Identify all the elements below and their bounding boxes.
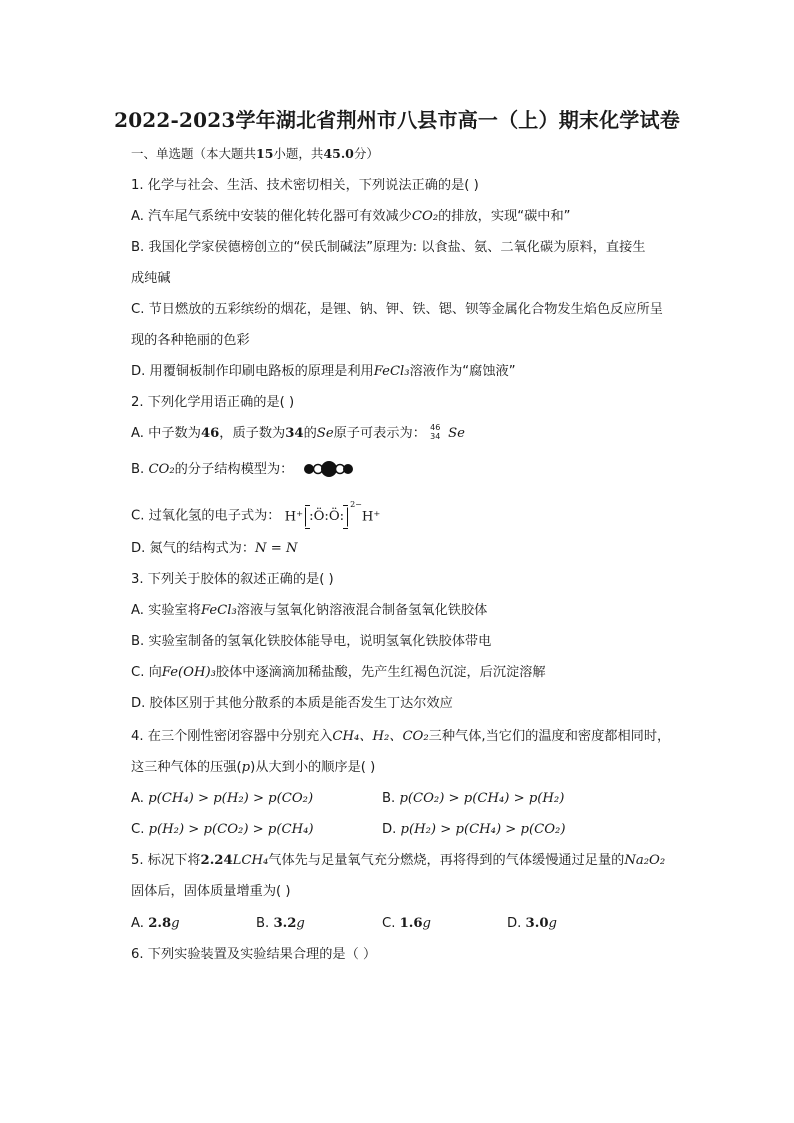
question-2-option-c: C. 过氧化氢的电子式为： H⁺ :Ö:Ö:$^{2-}$H⁺: [131, 504, 380, 527]
exam-title: 2022-2023学年湖北省荆州市八县市高一（上）期末化学试卷: [114, 108, 680, 132]
question-4-options-row2: [131, 821, 691, 839]
question-3-stem: 3. 下列关于胶体的叙述正确的是( ): [131, 572, 334, 587]
question-5-option-c: C. 1.6g: [382, 916, 431, 931]
question-1-option-a: A. 汽车尾气系统中安装的催化转化器可有效减少CO₂的排放，实现“碳中和”: [131, 209, 571, 224]
question-4-option-b: B. p(CO₂) > p(CH₄) > p(H₂): [382, 791, 565, 806]
question-4-options-row1: [131, 790, 691, 808]
question-4-stem-line2: 这三种气体的压强(p)从大到小的顺序是( ): [131, 760, 376, 775]
question-3-option-b: B. 实验室制备的氢氧化铁胶体能导电，说明氢氧化铁胶体带电: [131, 634, 492, 649]
question-4-option-a: A. p(CH₄) > p(H₂) > p(CO₂): [131, 791, 314, 806]
question-1-stem: 1. 化学与社会、生活、技术密切相关，下列说法正确的是( ): [131, 178, 479, 193]
nuclide-notation: 46 34: [430, 423, 441, 441]
question-5-stem-line1: 5. 标况下将2.24LCH₄气体先与足量氧气充分燃烧，再将得到的气体缓慢通过足量的Na₂O₂: [131, 853, 666, 868]
question-5-option-b: B. 3.2g: [256, 916, 305, 931]
question-2-option-b: B. CO₂的分子结构模型为：: [131, 460, 354, 479]
question-3-option-d: D. 胶体区别于其他分散系的本质是能否发生丁达尔效应: [131, 696, 453, 711]
question-5-option-d: D. 3.0g: [507, 916, 557, 931]
question-6-stem: 6. 下列实验装置及实验结果合理的是（ ）: [131, 947, 377, 962]
question-4-option-c: C. p(H₂) > p(CO₂) > p(CH₄): [131, 822, 314, 837]
section-header: 一、单选题（本大题共15小题，共45.0分）: [131, 146, 379, 161]
h2o2-electron-formula: H⁺ :Ö:Ö:$^{2-}$H⁺: [285, 504, 381, 527]
co2-molecule-model-icon: [302, 460, 354, 478]
question-1-option-c-line1: C. 节日燃放的五彩缤纷的烟花，是锂、钠、钾、铁、锶、钡等金属化合物发生焰色反应所呈: [131, 302, 663, 317]
question-2-stem: 2. 下列化学用语正确的是( ): [131, 395, 295, 410]
question-1-option-b-line2: 成纯碱: [131, 271, 171, 286]
question-1-option-b-line1: B. 我国化学家侯德榜创立的“侯氏制碱法”原理为: 以食盐、氨、二氧化碳为原料，直接生: [131, 240, 646, 255]
question-4-option-d: D. p(H₂) > p(CH₄) > p(CO₂): [382, 822, 566, 837]
question-3-option-c: C. 向Fe(OH)₃胶体中逐滴滴加稀盐酸，先产生红褐色沉淀，后沉淀溶解: [131, 665, 546, 680]
question-1-option-d: D. 用覆铜板制作印刷电路板的原理是利用FeCl₃溶液作为“腐蚀液”: [131, 364, 516, 379]
question-5-option-a: A. 2.8g: [131, 916, 180, 931]
bracket: :Ö:Ö:: [305, 507, 348, 527]
question-3-option-a: A. 实验室将FeCl₃溶液与氢氧化钠溶液混合制备氢氧化铁胶体: [131, 603, 488, 618]
question-2-option-a: A. 中子数为46，质子数为34的Se原子可表示为： 46 34 Se: [131, 423, 465, 441]
question-5-stem-line2: 固体后，固体质量增重为( ): [131, 884, 291, 899]
question-4-stem-line1: 4. 在三个刚性密闭容器中分别充入CH₄、H₂、CO₂三种气体,当它们的温度和密度都相同时，: [131, 729, 671, 744]
question-2-option-d: D. 氮气的结构式为：N = N: [131, 541, 298, 556]
question-1-option-c-line2: 现的各种艳丽的色彩: [131, 333, 250, 348]
